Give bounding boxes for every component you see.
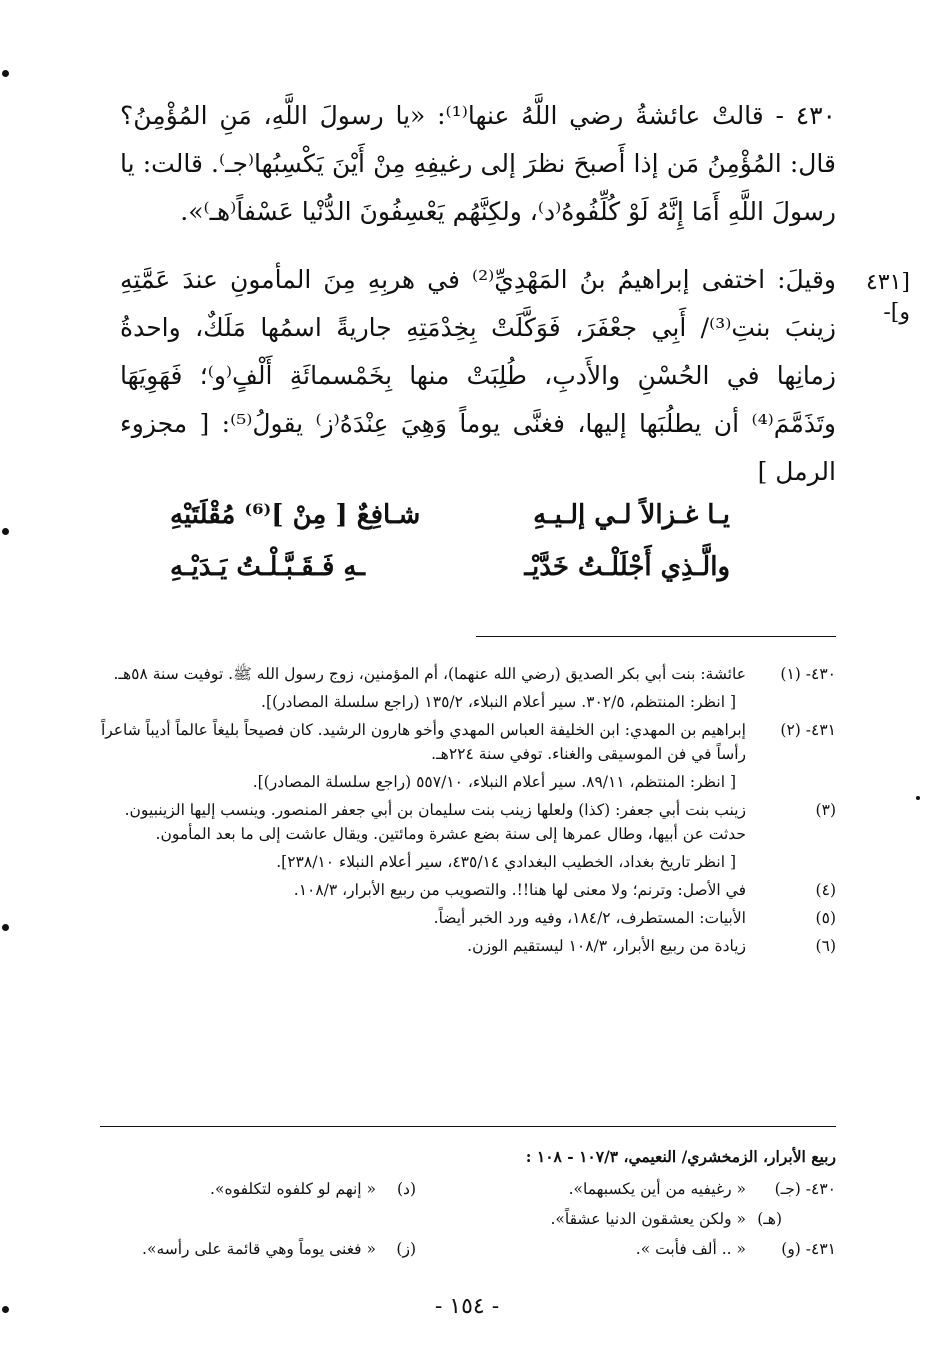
variants-heading: ربيع الأبرار، الزمخشري/ النعيمي، ١٠٧/٣ - ١٠٨ :: [525, 1147, 836, 1166]
footnote-number: (٥): [815, 909, 836, 927]
variant-number: (د): [397, 1180, 416, 1198]
page-reference-tag: [٤٣١ و]-: [865, 270, 910, 325]
variant-text: « .. ألف فأبت ».: [635, 1240, 746, 1258]
footnote-reference: [ انظر: المنتظم، ٨٩/١١. سير أعلام النبلاء، ٥٥٧/١٠ (راجع سلسلة المصادر)].: [252, 773, 736, 791]
variant-row: [96, 1234, 836, 1264]
footnote-divider: [476, 636, 836, 637]
variant-number: (ز): [396, 1240, 416, 1258]
paragraph-430: ٤٣٠ - قالتْ عائشةُ رضي اللَّهُ عنها⁽¹⁾: «يا رسولَ اللَّهِ، مَنِ المُؤْمِنُ؟ قال: المُؤْمِنُ مَن إذا أَصبحَ نظرَ إلى رغيفِهِ مِنْ أَيْنَ يَكْسِبُها⁽جـ⁾. قالت: يا رسولَ اللَّهِ أَمَا إِنَّهُ لَوْ كُلِّفُوهُ⁽د⁾، ولكِنَّهُم يَعْسِفُونَ الدُّنْيا عَسْفاً⁽هـ⁾».: [120, 101, 836, 226]
footnote-number: (٤): [815, 881, 836, 899]
footnote-text: زيادة من ربيع الأبرار، ١٠٨/٣ ليستقيم الوزن.: [467, 937, 746, 955]
variant-number: ٤٣١- (و): [781, 1240, 836, 1258]
footnote-text: زينب بنت أبي جعفر: (كذا) ولعلها زينب بنت سليمان بن أبي جعفر المنصور. وينسب إليها الزينبيون. حدثت عن أبيها، وطال عمرها إلى سنة بضع عشرة ومائتين. ويقال عاشت إلى ما بعد المأمون.: [124, 801, 746, 843]
verse-line: [170, 500, 730, 552]
footnote-text: الأبيات: المستطرف، ١٨٤/٢، وفيه ورد الخبر أيضاً.: [433, 909, 746, 927]
variants-divider: [100, 1126, 836, 1127]
verse-line: [170, 552, 730, 604]
verse-second-hemistich: شـافِعٌ [ مِنْ ]⁽⁶⁾ مُقْلَتَيْهِ: [170, 500, 421, 530]
footnote-number: ٤٣١- (٢): [780, 721, 836, 739]
textual-variants: [96, 1142, 836, 1264]
footnotes: [96, 662, 836, 962]
variant-number: (هـ): [757, 1210, 782, 1228]
variant-text: « رغيفيه من أين يكسبهما».: [568, 1180, 746, 1198]
verse-first-hemistich: والَّـذِي أَجْلَلْـتُ خَدَّيْـ: [524, 552, 730, 582]
variant-text: « فغنى يوماً وهي قائمة على رأسه».: [142, 1240, 376, 1258]
verse-second-hemistich: ـهِ فَـقَـبَّـلْـتُ يَـدَيْـهِ: [170, 552, 365, 582]
variant-row: [96, 1174, 836, 1204]
variant-text: « ولكن يعشقون الدنيا عشقاً».: [550, 1210, 746, 1228]
main-text: [120, 92, 836, 516]
footnote: [96, 906, 836, 930]
poem-verses: [170, 500, 730, 604]
scan-mark: [2, 70, 9, 77]
footnote: [96, 934, 836, 958]
scan-mark: [916, 796, 920, 800]
page-number: - ١٥٤ -: [434, 1294, 500, 1319]
footnote-reference: [ انظر تاريخ بغداد، الخطيب البغدادي ٤٣٥/١٤، سير أعلام النبلاء ٢٣٨/١٠].: [276, 853, 736, 871]
variant-number: ٤٣٠- (جـ): [774, 1180, 836, 1198]
footnote: [96, 718, 836, 794]
footnote: [96, 878, 836, 902]
paragraph-431: وقيلَ: اختفى إبراهيمُ بنُ المَهْدِيِّ⁽²⁾ في هربِهِ مِنَ المأمونِ عندَ عَمَّتِهِ زينبَ بنتِ⁽³⁾/ أَبِي جعْفَرَ، فَوَكَّلَتْ بِخِدْمَتِهِ جاريةً اسمُها مَلَكٌ، واحدةُ زمانِها في الحُسْنِ والأَدبِ، طُلِبَتْ منها بِخَمْسمائَةِ أَلْفٍ⁽و⁾؛ فَهَوِيَهَا وتَذَمَّمَ⁽⁴⁾ أن يطلُبَها إليها، فغنَّى يوماً وَهِيَ عِنْدَهُ⁽ز⁾ يقولُ⁽⁵⁾: [ مجزوء الرمل ]: [120, 265, 837, 486]
scan-mark: [2, 528, 9, 535]
variant-row: [96, 1204, 836, 1234]
verse-first-hemistich: يـا غـزالاً لـي إلـيـهِ: [533, 500, 730, 530]
scan-mark: [2, 924, 9, 931]
footnote: [96, 662, 836, 714]
footnote-number: ٤٣٠- (١): [780, 665, 836, 683]
footnote-text: عائشة: بنت أبي بكر الصديق (رضي الله عنهما)، أم المؤمنين، زوج رسول الله ﷺ. توفيت سنة ٥٨هـ.: [113, 665, 746, 683]
footnote-reference: [ انظر: المنتظم، ٣٠٢/٥. سير أعلام النبلاء، ١٣٥/٢ (راجع سلسلة المصادر)].: [261, 693, 736, 711]
footnote-text: إبراهيم بن المهدي: ابن الخليفة العباس المهدي وأخو هارون الرشيد. كان فصيحاً بليغاً عالماً أديباً شاعراً رأساً في فن الموسيقى والغناء. توفي سنة ٢٢٤هـ.: [100, 721, 746, 763]
footnote: [96, 798, 836, 874]
footnote-number: (٣): [815, 801, 836, 819]
variant-text: « إنهم لو كلفوه لتكلفوه».: [210, 1180, 376, 1198]
footnote-text: في الأصل: وترنم؛ ولا معنى لها هنا!!. والتصويب من ربيع الأبرار، ١٠٨/٣.: [293, 881, 746, 899]
footnote-number: (٦): [815, 937, 836, 955]
